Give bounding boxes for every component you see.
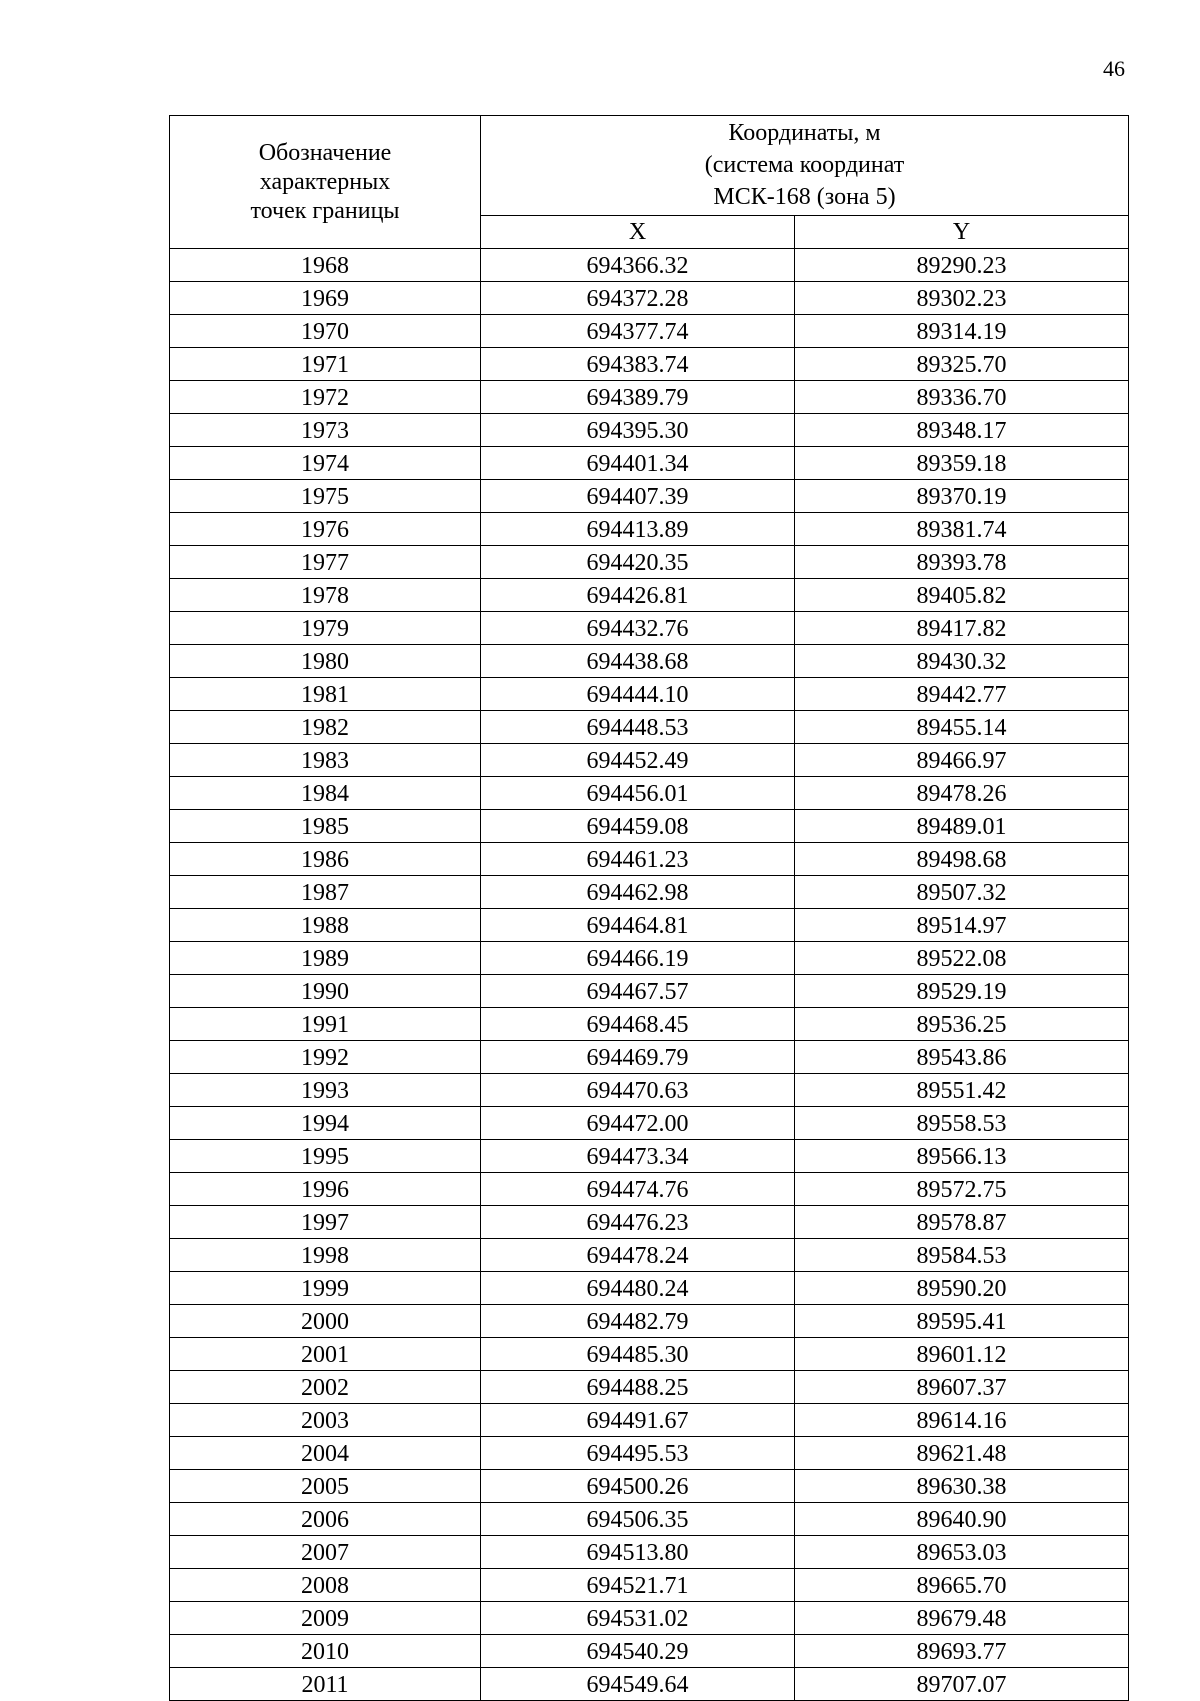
x-coordinate-cell: 694480.24 bbox=[481, 1272, 795, 1305]
point-cell: 1987 bbox=[170, 876, 481, 909]
y-coordinate-cell: 89529.19 bbox=[795, 975, 1129, 1008]
point-cell: 2009 bbox=[170, 1602, 481, 1635]
table-row bbox=[170, 843, 1129, 876]
point-cell: 2002 bbox=[170, 1371, 481, 1404]
point-cell: 1969 bbox=[170, 282, 481, 315]
point-cell: 1983 bbox=[170, 744, 481, 777]
x-coordinate-cell: 694459.08 bbox=[481, 810, 795, 843]
y-coordinate-cell: 89693.77 bbox=[795, 1635, 1129, 1668]
point-cell: 2001 bbox=[170, 1338, 481, 1371]
x-coordinate-cell: 694474.76 bbox=[481, 1173, 795, 1206]
table-body bbox=[170, 249, 1129, 1701]
x-coordinate-cell: 694500.26 bbox=[481, 1470, 795, 1503]
table-row bbox=[170, 1668, 1129, 1701]
x-coordinate-cell: 694438.68 bbox=[481, 645, 795, 678]
point-cell: 1972 bbox=[170, 381, 481, 414]
table-row bbox=[170, 1371, 1129, 1404]
y-coordinate-cell: 89478.26 bbox=[795, 777, 1129, 810]
y-coordinate-cell: 89455.14 bbox=[795, 711, 1129, 744]
x-coordinate-cell: 694469.79 bbox=[481, 1041, 795, 1074]
point-cell: 1975 bbox=[170, 480, 481, 513]
y-coordinate-cell: 89507.32 bbox=[795, 876, 1129, 909]
table-row bbox=[170, 1437, 1129, 1470]
x-coordinate-cell: 694470.63 bbox=[481, 1074, 795, 1107]
x-coordinate-cell: 694468.45 bbox=[481, 1008, 795, 1041]
y-coordinate-cell: 89498.68 bbox=[795, 843, 1129, 876]
y-coordinate-cell: 89584.53 bbox=[795, 1239, 1129, 1272]
x-coordinate-cell: 694389.79 bbox=[481, 381, 795, 414]
x-coordinate-cell: 694513.80 bbox=[481, 1536, 795, 1569]
point-cell: 2008 bbox=[170, 1569, 481, 1602]
y-coordinate-cell: 89679.48 bbox=[795, 1602, 1129, 1635]
point-cell: 1982 bbox=[170, 711, 481, 744]
table-row bbox=[170, 876, 1129, 909]
x-column-header: X bbox=[481, 215, 795, 248]
y-coordinate-cell: 89489.01 bbox=[795, 810, 1129, 843]
table-row bbox=[170, 546, 1129, 579]
y-coordinate-cell: 89522.08 bbox=[795, 942, 1129, 975]
coordinates-table bbox=[169, 115, 1129, 1701]
x-coordinate-cell: 694462.98 bbox=[481, 876, 795, 909]
table-row bbox=[170, 1239, 1129, 1272]
y-coordinate-cell: 89314.19 bbox=[795, 315, 1129, 348]
point-cell: 1973 bbox=[170, 414, 481, 447]
x-coordinate-cell: 694464.81 bbox=[481, 909, 795, 942]
x-coordinate-cell: 694473.34 bbox=[481, 1140, 795, 1173]
table-row bbox=[170, 249, 1129, 282]
table-row bbox=[170, 381, 1129, 414]
y-coordinate-cell: 89665.70 bbox=[795, 1569, 1129, 1602]
point-cell: 1976 bbox=[170, 513, 481, 546]
page-number: 46 bbox=[1103, 56, 1125, 81]
y-coordinate-cell: 89405.82 bbox=[795, 579, 1129, 612]
x-coordinate-cell: 694452.49 bbox=[481, 744, 795, 777]
table-row bbox=[170, 1536, 1129, 1569]
x-coordinate-cell: 694482.79 bbox=[481, 1305, 795, 1338]
x-coordinate-cell: 694506.35 bbox=[481, 1503, 795, 1536]
table-row bbox=[170, 1338, 1129, 1371]
x-coordinate-cell: 694549.64 bbox=[481, 1668, 795, 1701]
y-coordinate-cell: 89607.37 bbox=[795, 1371, 1129, 1404]
x-coordinate-cell: 694420.35 bbox=[481, 546, 795, 579]
point-cell: 1971 bbox=[170, 348, 481, 381]
table-row bbox=[170, 645, 1129, 678]
x-coordinate-cell: 694476.23 bbox=[481, 1206, 795, 1239]
point-cell: 1992 bbox=[170, 1041, 481, 1074]
y-coordinate-cell: 89614.16 bbox=[795, 1404, 1129, 1437]
point-cell: 2003 bbox=[170, 1404, 481, 1437]
points-header-line-1: Обозначение bbox=[258, 139, 392, 166]
table-row bbox=[170, 1074, 1129, 1107]
x-coordinate-cell: 694413.89 bbox=[481, 513, 795, 546]
point-cell: 1977 bbox=[170, 546, 481, 579]
table-row bbox=[170, 1107, 1129, 1140]
x-coordinate-cell: 694407.39 bbox=[481, 480, 795, 513]
table-row bbox=[170, 777, 1129, 810]
point-cell: 2007 bbox=[170, 1536, 481, 1569]
y-coordinate-cell: 89621.48 bbox=[795, 1437, 1129, 1470]
point-cell: 1999 bbox=[170, 1272, 481, 1305]
table-row bbox=[170, 1140, 1129, 1173]
point-cell: 1991 bbox=[170, 1008, 481, 1041]
point-cell: 1988 bbox=[170, 909, 481, 942]
point-cell: 1998 bbox=[170, 1239, 481, 1272]
point-cell: 1990 bbox=[170, 975, 481, 1008]
point-cell: 2004 bbox=[170, 1437, 481, 1470]
table-row bbox=[170, 1503, 1129, 1536]
y-coordinate-cell: 89442.77 bbox=[795, 678, 1129, 711]
table-row bbox=[170, 711, 1129, 744]
point-cell: 1980 bbox=[170, 645, 481, 678]
point-cell: 1995 bbox=[170, 1140, 481, 1173]
x-coordinate-cell: 694467.57 bbox=[481, 975, 795, 1008]
point-cell: 1985 bbox=[170, 810, 481, 843]
point-cell: 2005 bbox=[170, 1470, 481, 1503]
y-coordinate-cell: 89630.38 bbox=[795, 1470, 1129, 1503]
y-coordinate-cell: 89430.32 bbox=[795, 645, 1129, 678]
points-column-header bbox=[170, 116, 481, 249]
y-coordinate-cell: 89578.87 bbox=[795, 1206, 1129, 1239]
table-row bbox=[170, 678, 1129, 711]
point-cell: 1986 bbox=[170, 843, 481, 876]
table-row bbox=[170, 1041, 1129, 1074]
table-row bbox=[170, 1008, 1129, 1041]
x-coordinate-cell: 694495.53 bbox=[481, 1437, 795, 1470]
x-coordinate-cell: 694488.25 bbox=[481, 1371, 795, 1404]
table-row bbox=[170, 1206, 1129, 1239]
table-row bbox=[170, 414, 1129, 447]
x-coordinate-cell: 694540.29 bbox=[481, 1635, 795, 1668]
y-coordinate-cell: 89417.82 bbox=[795, 612, 1129, 645]
point-cell: 1970 bbox=[170, 315, 481, 348]
y-coordinate-cell: 89590.20 bbox=[795, 1272, 1129, 1305]
x-coordinate-cell: 694521.71 bbox=[481, 1569, 795, 1602]
table-row bbox=[170, 942, 1129, 975]
point-cell: 1974 bbox=[170, 447, 481, 480]
table-row bbox=[170, 1635, 1129, 1668]
coords-header-line-2: (система координат bbox=[704, 152, 905, 179]
y-coordinate-cell: 89381.74 bbox=[795, 513, 1129, 546]
y-coordinate-cell: 89595.41 bbox=[795, 1305, 1129, 1338]
y-coordinate-cell: 89543.86 bbox=[795, 1041, 1129, 1074]
table-row bbox=[170, 1602, 1129, 1635]
coordinates-column-header bbox=[481, 116, 1129, 216]
point-cell: 1981 bbox=[170, 678, 481, 711]
coords-header-line-3: МСК-168 (зона 5) bbox=[713, 184, 896, 211]
points-header-line-3: точек границы bbox=[250, 197, 400, 224]
y-coordinate-cell: 89572.75 bbox=[795, 1173, 1129, 1206]
table-row bbox=[170, 1404, 1129, 1437]
table-row bbox=[170, 315, 1129, 348]
x-coordinate-cell: 694456.01 bbox=[481, 777, 795, 810]
x-coordinate-cell: 694426.81 bbox=[481, 579, 795, 612]
y-coordinate-cell: 89601.12 bbox=[795, 1338, 1129, 1371]
x-coordinate-cell: 694366.32 bbox=[481, 249, 795, 282]
x-coordinate-cell: 694485.30 bbox=[481, 1338, 795, 1371]
table-row bbox=[170, 1305, 1129, 1338]
table-row bbox=[170, 579, 1129, 612]
table-row bbox=[170, 612, 1129, 645]
x-coordinate-cell: 694444.10 bbox=[481, 678, 795, 711]
point-cell: 1996 bbox=[170, 1173, 481, 1206]
table-row bbox=[170, 975, 1129, 1008]
table-row bbox=[170, 909, 1129, 942]
x-coordinate-cell: 694372.28 bbox=[481, 282, 795, 315]
point-cell: 2010 bbox=[170, 1635, 481, 1668]
table-row bbox=[170, 744, 1129, 777]
x-coordinate-cell: 694531.02 bbox=[481, 1602, 795, 1635]
table-row bbox=[170, 282, 1129, 315]
point-cell: 1978 bbox=[170, 579, 481, 612]
y-coordinate-cell: 89640.90 bbox=[795, 1503, 1129, 1536]
x-coordinate-cell: 694466.19 bbox=[481, 942, 795, 975]
coords-header-line-1: Координаты, м bbox=[728, 120, 881, 147]
table-row bbox=[170, 480, 1129, 513]
x-coordinate-cell: 694472.00 bbox=[481, 1107, 795, 1140]
y-coordinate-cell: 89558.53 bbox=[795, 1107, 1129, 1140]
x-coordinate-cell: 694432.76 bbox=[481, 612, 795, 645]
point-cell: 2011 bbox=[170, 1668, 481, 1701]
point-cell: 1979 bbox=[170, 612, 481, 645]
table-row bbox=[170, 513, 1129, 546]
table-row bbox=[170, 1173, 1129, 1206]
y-coordinate-cell: 89551.42 bbox=[795, 1074, 1129, 1107]
y-coordinate-cell: 89290.23 bbox=[795, 249, 1129, 282]
x-coordinate-cell: 694377.74 bbox=[481, 315, 795, 348]
y-coordinate-cell: 89707.07 bbox=[795, 1668, 1129, 1701]
table-row bbox=[170, 810, 1129, 843]
table-row bbox=[170, 1272, 1129, 1305]
x-coordinate-cell: 694448.53 bbox=[481, 711, 795, 744]
point-cell: 1984 bbox=[170, 777, 481, 810]
point-cell: 1993 bbox=[170, 1074, 481, 1107]
table-row bbox=[170, 447, 1129, 480]
table-row bbox=[170, 1470, 1129, 1503]
point-cell: 1997 bbox=[170, 1206, 481, 1239]
y-coordinate-cell: 89514.97 bbox=[795, 909, 1129, 942]
point-cell: 1994 bbox=[170, 1107, 481, 1140]
x-coordinate-cell: 694383.74 bbox=[481, 348, 795, 381]
x-coordinate-cell: 694478.24 bbox=[481, 1239, 795, 1272]
point-cell: 2006 bbox=[170, 1503, 481, 1536]
y-coordinate-cell: 89566.13 bbox=[795, 1140, 1129, 1173]
y-coordinate-cell: 89325.70 bbox=[795, 348, 1129, 381]
table-row bbox=[170, 1569, 1129, 1602]
y-coordinate-cell: 89536.25 bbox=[795, 1008, 1129, 1041]
table-header bbox=[170, 116, 1129, 249]
y-coordinate-cell: 89348.17 bbox=[795, 414, 1129, 447]
point-cell: 1989 bbox=[170, 942, 481, 975]
y-coordinate-cell: 89370.19 bbox=[795, 480, 1129, 513]
x-coordinate-cell: 694461.23 bbox=[481, 843, 795, 876]
y-coordinate-cell: 89302.23 bbox=[795, 282, 1129, 315]
y-column-header: Y bbox=[795, 215, 1129, 248]
y-coordinate-cell: 89393.78 bbox=[795, 546, 1129, 579]
points-header-line-2: характерных bbox=[259, 168, 391, 195]
y-coordinate-cell: 89359.18 bbox=[795, 447, 1129, 480]
x-coordinate-cell: 694395.30 bbox=[481, 414, 795, 447]
y-coordinate-cell: 89336.70 bbox=[795, 381, 1129, 414]
y-coordinate-cell: 89466.97 bbox=[795, 744, 1129, 777]
point-cell: 2000 bbox=[170, 1305, 481, 1338]
x-coordinate-cell: 694491.67 bbox=[481, 1404, 795, 1437]
y-coordinate-cell: 89653.03 bbox=[795, 1536, 1129, 1569]
point-cell: 1968 bbox=[170, 249, 481, 282]
table-row bbox=[170, 348, 1129, 381]
x-coordinate-cell: 694401.34 bbox=[481, 447, 795, 480]
